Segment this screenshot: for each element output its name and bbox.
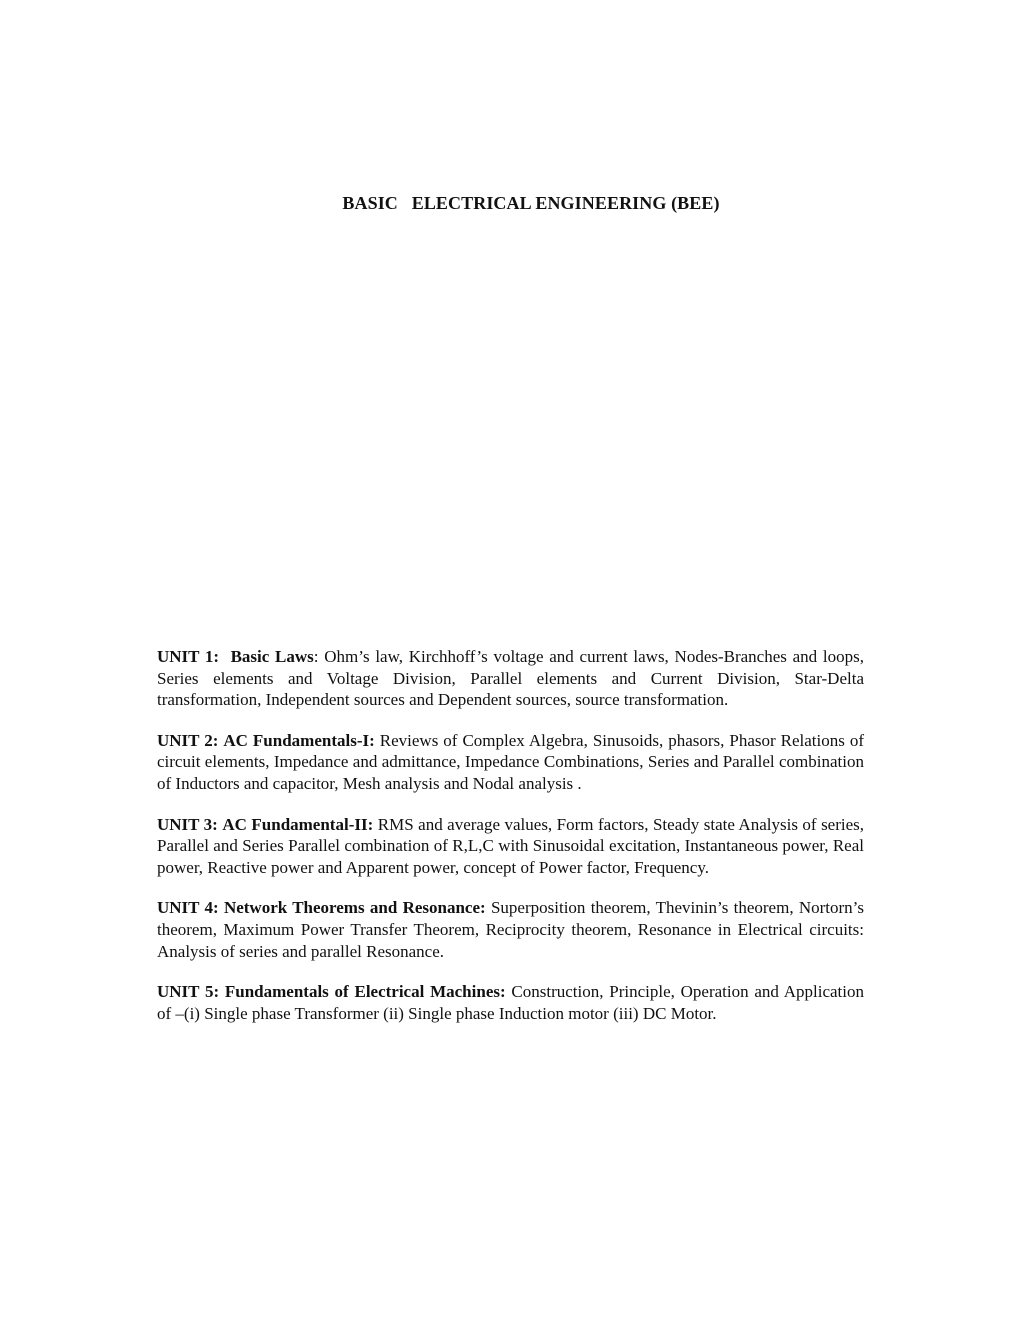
document-title: BASIC ELECTRICAL ENGINEERING (BEE)	[342, 193, 720, 213]
unit-1-separator: :	[313, 647, 319, 666]
unit-1-text: Ohm’s law, Kirchhoff’s voltage and current laws, Nodes-Branches and loops, Series elements and Voltage Division, Parallel elements and Current Division, Star-Delta transformation, Independent sources and Dependent sources, source transformation.	[157, 647, 864, 710]
unit-4-topic: Network Theorems and Resonance:	[223, 898, 486, 918]
unit-2-label: UNIT 2:	[157, 730, 219, 750]
unit-1-label: UNIT 1:	[157, 647, 220, 666]
unit-3-text: RMS and average values, Form factors, Steady state Analysis of series, Parallel and Series Parallel combination of R,L,C with Sinusoidal excitation, Instantaneous power, Real power, Reactive power and Apparent power, concept of Power factor, Frequency.	[157, 814, 865, 877]
unit-1-topic: Basic Laws	[230, 647, 314, 666]
unit-2-topic: AC Fundamentals-I:	[223, 730, 375, 750]
unit-5-topic: Fundamentals of Electrical Machines:	[224, 982, 506, 1002]
syllabus-units	[157, 646, 864, 1043]
unit-5-label: UNIT 5:	[157, 982, 220, 1002]
unit-5-text: Construction, Principle, Operation and Application of –(i) Single phase Transformer (ii) Single phase Induction motor (iii) DC Motor.	[157, 982, 864, 1023]
unit-3-label: UNIT 3:	[157, 814, 218, 834]
unit-4-text: Superposition theorem, Thevinin’s theorem, Nortorn’s theorem, Maximum Power Transfer Theorem, Reciprocity theorem, Resonance in Electrical circuits: Analysis of series and parallel Resonance.	[157, 898, 865, 961]
unit-2-paragraph	[157, 730, 864, 795]
unit-5-paragraph	[157, 981, 864, 1024]
unit-4-label: UNIT 4:	[157, 898, 219, 918]
unit-4-paragraph	[157, 897, 864, 962]
unit-2-text: Reviews of Complex Algebra, Sinusoids, phasors, Phasor Relations of circuit elements, Impedance and admittance, Impedance Combinations, Series and Parallel combination of Inductors and capacitor, Mesh analysis and Nodal analysis .	[157, 730, 865, 793]
unit-1-paragraph	[157, 646, 864, 711]
unit-3-paragraph	[157, 814, 864, 879]
unit-3-topic: AC Fundamental-II:	[222, 814, 374, 834]
